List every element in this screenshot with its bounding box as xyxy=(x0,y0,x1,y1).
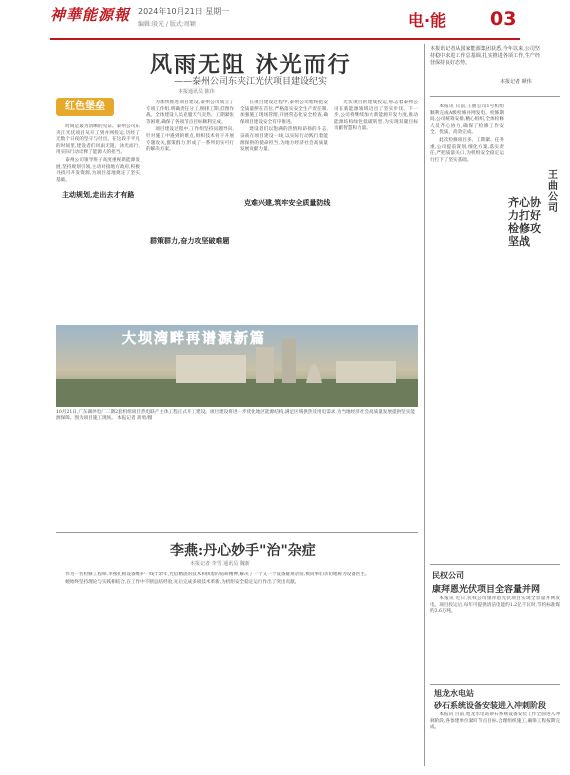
main-subhead-2: 群策群力,奋力攻坚破难题 xyxy=(150,236,230,245)
main-column-2 xyxy=(146,100,234,320)
right-rule xyxy=(430,564,560,565)
main-subhead-1: 主动规划,走出去才有路 xyxy=(62,190,135,199)
paragraph: 建设者们以饱满的热情和昂扬的斗志,奋战在项目建设一线,以实际行动践行着能源保供的使命担当,为地方经济社会高质量发展贡献力量。 xyxy=(240,127,328,153)
story2-title: 民权公司 xyxy=(432,570,464,580)
page-number: 03 xyxy=(490,8,517,30)
main-article-byline: 本报通讯员 陈伟 xyxy=(178,89,215,95)
paragraph: 光伏项目的建成投运,标志着泰州公司在新能源领域迈出了坚实步伐。下一步,公司将继续加大新能源开发力度,推动能源结构绿色低碳转型,为实现双碳目标贡献智慧和力量。 xyxy=(334,100,418,132)
page-header xyxy=(0,0,570,40)
editor-credits: 编辑:殷光 / 版式:周颖 xyxy=(138,21,196,28)
story2-body xyxy=(430,596,560,682)
photo-caption: 10月21日,广东湖坪电厂二期2套机组项目热电联产主体工程正式开工建设。项目建设将进一步优化地区能源结构,满足区域供热及用电需求,为当地经济社会高质量发展提供坚实能源保障。图为项目施工现场。 本报记者 蒋勇/摄 xyxy=(56,410,415,422)
issue-date: 2024年10月21日 星期一 xyxy=(138,7,230,16)
main-article-title: 风雨无阻 沐光而行 xyxy=(150,52,352,78)
paragraph: 为加快推进项目建设,泰州公司成立了专项工作组,明确责任分工,倒排工期,挂图作战。全体建设人员克服天气炎热、工期紧张等困难,确保了各项节点目标顺利完成。 xyxy=(146,100,234,125)
story1-subtitle: 齐心协力打好检修攻坚战 xyxy=(508,196,541,248)
photo-banner-title: 大坝湾畔再谱源新篇 xyxy=(122,331,266,347)
section-name: 电·能 xyxy=(408,11,447,30)
story3-body xyxy=(430,712,560,768)
right-rule xyxy=(430,684,560,685)
paragraph: 此次检修项目多、工期紧、任务重,公司提前谋划,细化方案,落实责任,严把质量关口,为机组安全稳定运行打下了坚实基础。 xyxy=(430,137,504,163)
story3-title: 旭龙水电站 xyxy=(434,688,474,698)
main-subhead-3: 克难兴建,筑牢安全质量防线 xyxy=(244,198,331,207)
bottom-column xyxy=(56,572,418,762)
masthead: 神華能源報 xyxy=(50,6,131,24)
main-column-4 xyxy=(334,100,418,320)
paragraph: 项目建设过程中,工作组坚持问题导向,针对施工中遇到的难点,组织技术骨干开展专题攻关,群策群力,形成了一系列切实可行的解决方案。 xyxy=(146,127,234,153)
right-rule xyxy=(430,96,560,97)
section-rule xyxy=(56,532,418,533)
story3-subtitle: 砂石系统设备安装进入冲刺阶段 xyxy=(434,700,546,710)
right-intro: 本报讯记者从国家能源集团获悉,今年以来,公司坚持稳中求进工作总基调,扎实推进各项工作,生产经营保持良好态势。 xyxy=(430,46,540,66)
main-article-subtitle: ——泰州公司东夹江光伏项目建设纪实 xyxy=(174,77,328,87)
paragraph: 她始终坚持理论与实践相结合,在工作中不断总结经验,先后完成多项技术革新,为机组安全稳定运行作出了突出贡献。 xyxy=(65,579,300,585)
paragraph: 本报讯 目前,旭龙水电站砂石系统设备安装工作全面进入冲刺阶段,各参建单位紧盯节点目标,合理组织施工,确保工程按期完成。 xyxy=(430,712,560,731)
red-fortress-tag: 红色堡垒 xyxy=(56,98,114,116)
header-rule xyxy=(50,38,520,40)
column-divider xyxy=(424,44,425,766)
main-column-1 xyxy=(56,124,140,320)
paragraph: 作为一名检修工程师,李燕扎根设备维护一线十余年,凭借精湛的技术和执着的钻研精神,解决了一个又一个设备疑难杂症,被同事们亲切地称为设备医生。 xyxy=(65,572,370,577)
story1-title: 王曲公司 xyxy=(548,170,558,214)
section-bar xyxy=(408,8,570,38)
story1-body xyxy=(430,104,504,560)
paragraph: 在项目建设过程中,泰州公司始终把安全质量摆在首位,严格落实安全生产责任制,加强施工现场管理,开展常态化安全检查,确保项目建设安全有序推进。 xyxy=(240,100,328,125)
paragraph: 泰州公司领导班子高度重视新能源发展,坚持规划引领,主动对接地方政府,积极寻找可开发资源,为项目落地奠定了坚实基础。 xyxy=(56,157,140,183)
paragraph: 本报讯 日前,王曲公司1号机组顺利完成A级检修并网发电。检修期间,公司统筹安排,精心组织,全体检修人员齐心协力,确保了检修工作安全、优质、高效完成。 xyxy=(430,104,504,136)
bottom-article-title: 李燕:丹心妙手"治"杂症 xyxy=(170,543,316,559)
story2-subtitle: 康拜恩光伏项目全容量并网 xyxy=(432,585,541,595)
paragraph: 本报讯 近日,民权公司康拜恩光伏项目实现全容量并网发电。项目投运后,每年可提供清洁电能约1.2亿千瓦时,节约标准煤约3.6万吨。 xyxy=(430,596,560,615)
bottom-article-byline: 本报记者 李雪 通讯员 魏新 xyxy=(190,561,250,567)
main-column-3 xyxy=(240,100,331,320)
paragraph: 时间是最为清晰的见证。泰州公司东夹江光伏项目从开工到并网投运,历经了无数个日夜的坚守与付出。在这段不平凡的时间里,建设者们风雨无阻、沐光而行,用实际行动诠释了能源人的担当。 xyxy=(56,124,140,156)
right-intro-sign: 本报记者 颜伟 xyxy=(500,79,532,85)
